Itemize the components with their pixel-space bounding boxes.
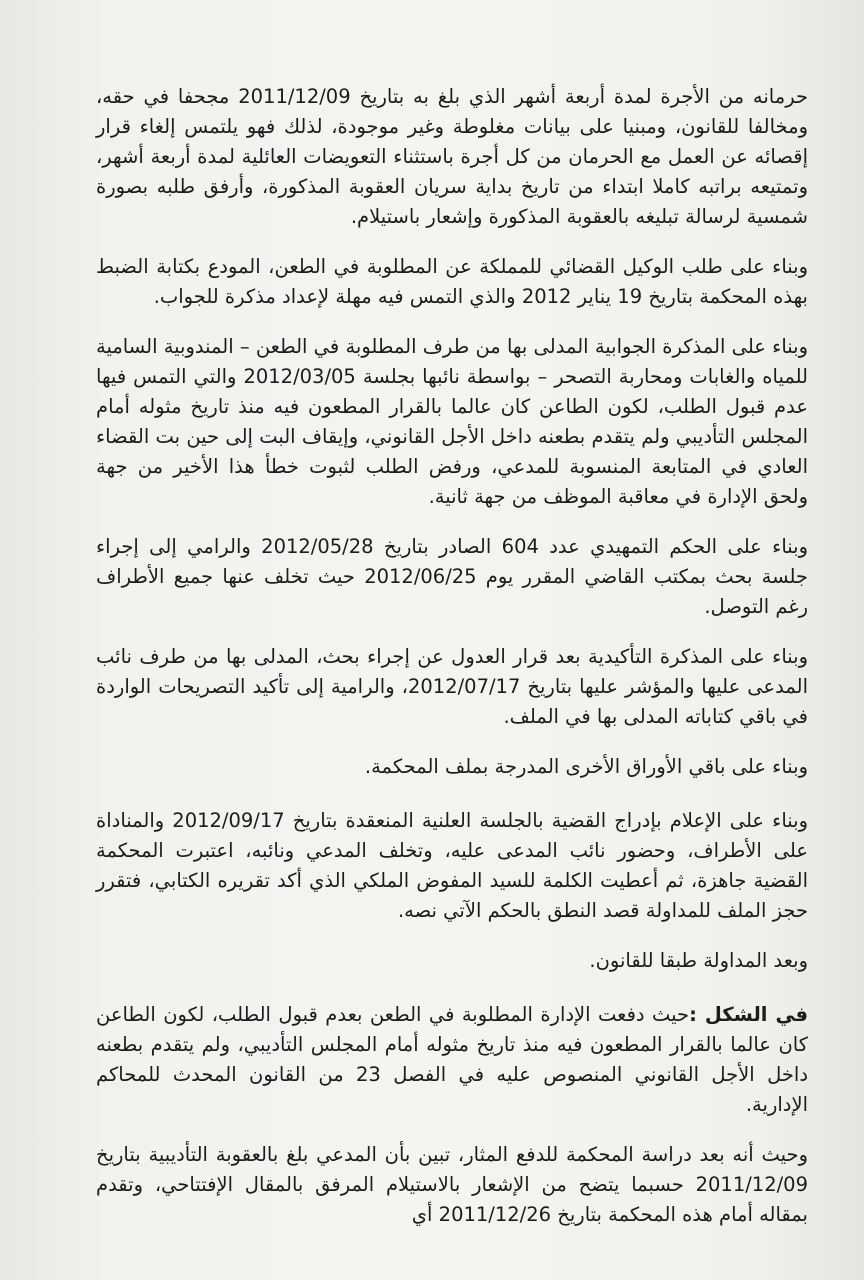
document-body: [96, 82, 808, 1250]
section-heading-form: في الشكل :: [689, 1003, 808, 1026]
paragraph-form-section: [96, 1000, 808, 1120]
paragraph-other-documents: وبناء على باقي الأوراق الأخرى المدرجة بملف المحكمة.: [364, 755, 808, 778]
form-section-text: حيث دفعت الإدارة المطلوبة في الطعن بعدم قبول الطلب، لكون الطاعن كان عالما بالقرار المطعون فيه منذ تاريخ مثوله أمام المجلس التأديبي، ولم يتقدم بطعنه داخل الأجل القانوني المنصوص عليه في الفصل 23 من القانون المحدث للمحاكم الإدارية.: [96, 1003, 808, 1116]
paragraph-confirmation-memo: وبناء على المذكرة التأكيدية بعد قرار العدول عن إجراء بحث، المدلى بها من طرف نائب المدعى عليها والمؤشر عليها بتاريخ 2012/07/17، والرامية إلى تأكيد التصريحات الواردة في باقي كتاباته المدلى بها في الملف.: [96, 645, 808, 728]
paragraph-deliberation: وبعد المداولة طبقا للقانون.: [589, 949, 808, 972]
paragraph-hearing-notice: وبناء على الإعلام بإدراج القضية بالجلسة العلنية المنعقدة بتاريخ 2012/09/17 والمناداة على الأطراف، وحضور نائب المدعى عليه، وتخلف المدعي ونائبه، اعتبرت المحكمة القضية جاهزة، ثم أعطيت الكلمة للسيد المفوض الملكي الذي أكد تقريره الكتابي، فتقرر حجز الملف للمداولة قصد النطق بالحكم الآتي نصه.: [96, 809, 808, 922]
paragraph-claim-summary: حرمانه من الأجرة لمدة أربعة أشهر الذي بلغ به بتاريخ 2011/12/09 مجحفا في حقه، ومخالفا للقانون، ومبنيا على بيانات مغلوطة وغير موجودة، لذلك فهو يلتمس إلغاء قرار إقصائه عن العمل مع الحرمان من كل أجرة باستثناء التعويضات العائلية لمدة أربعة أشهر، وتمتيعه براتبه كاملا ابتداء من تاريخ بداية سريان العقوبة المذكورة، وأرفق طلبه بصورة شمسية لرسالة تبليغه بالعقوبة المذكورة وإشعار باستيلام.: [96, 85, 809, 228]
paragraph-preliminary-ruling: وبناء على الحكم التمهيدي عدد 604 الصادر بتاريخ 2012/05/28 والرامي إلى إجراء جلسة بحث بمكتب القاضي المقرر يوم 2012/06/25 حيث تخلف عنها جميع الأطراف رغم التوصل.: [96, 535, 809, 618]
paragraph-final: وحيث أنه بعد دراسة المحكمة للدفع المثار، تبين بأن المدعي بلغ بالعقوبة التأديبية بتاريخ 2011/12/09 حسبما يتضح من الإشعار بالاستيلام المرفق بالمقال الإفتتاحي، وتقدم بمقاله أمام هذه المحكمة بتاريخ 2011/12/26 أي: [96, 1143, 808, 1226]
paragraph-defense-memo: وبناء على المذكرة الجوابية المدلى بها من طرف المطلوبة في الطعن – المندوبية السامية للمياه والغابات ومحاربة التصحر – بواسطة نائبها بجلسة 2012/03/05 والتي التمس فيها عدم قبول الطلب، لكون الطاعن كان عالما بالقرار المطعون فيه منذ تاريخ مثوله أمام المجلس التأديبي ولم يتقدم بطعنه داخل الأجل القانوني، وإيقاف البت إلى حين بت القضاء العادي في المتابعة المنسوبة للمدعي، ورفض الطلب لثبوت خطأ هذا الأخير من جهة ولحق الإدارة في معاقبة الموظف من جهة ثانية.: [96, 335, 808, 508]
paragraph-judicial-agent-request: وبناء على طلب الوكيل القضائي للمملكة عن المطلوبة في الطعن، المودع بكتابة الضبط بهذه المحكمة بتاريخ 19 يناير 2012 والذي التمس فيه مهلة لإعداد مذكرة للجواب.: [96, 255, 808, 308]
